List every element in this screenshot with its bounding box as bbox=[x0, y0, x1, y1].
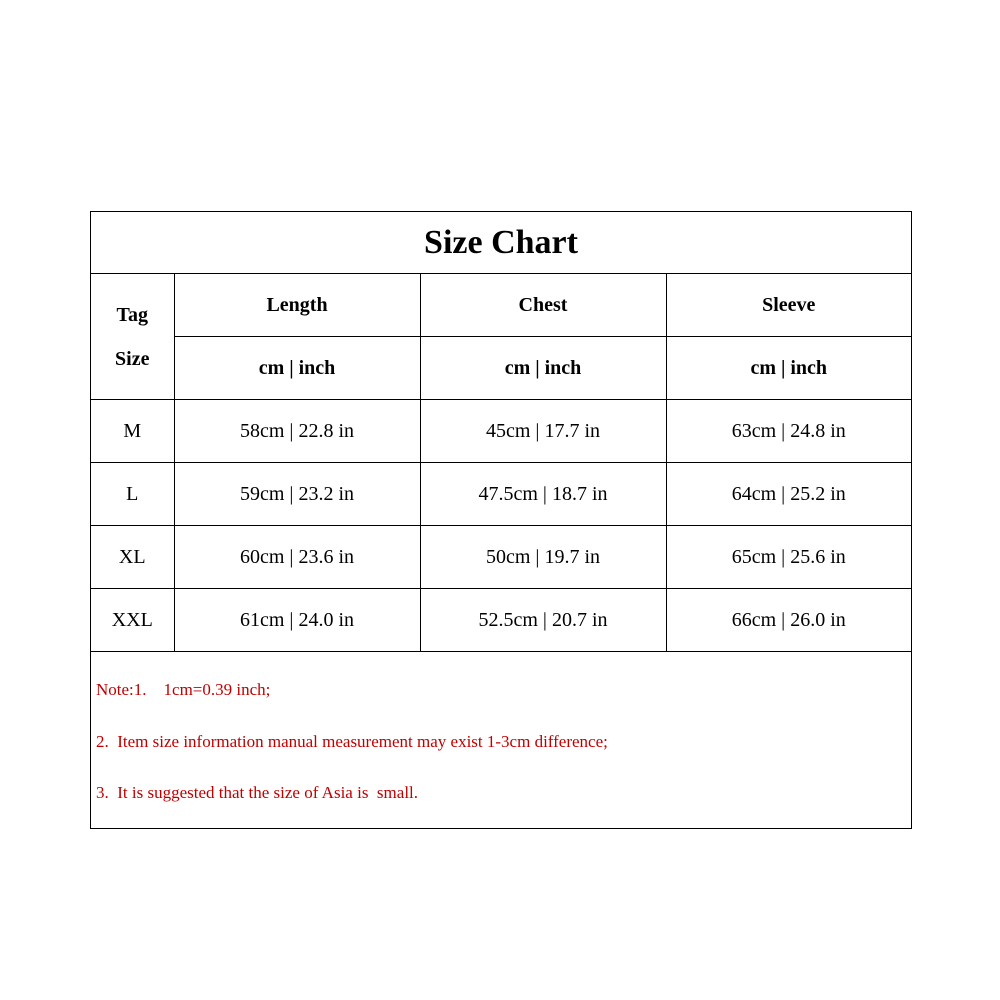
size-cell: M bbox=[91, 400, 174, 463]
chest-cell: 50cm | 19.7 in bbox=[420, 526, 666, 589]
chest-cell: 47.5cm | 18.7 in bbox=[420, 463, 666, 526]
size-label: Size bbox=[115, 347, 150, 370]
note-line-2: 2. Item size information manual measurement may exist 1-3cm difference; bbox=[96, 732, 608, 751]
table-row bbox=[91, 463, 911, 526]
size-cell: XXL bbox=[91, 589, 174, 652]
note-line-3: 3. It is suggested that the size of Asia is small. bbox=[96, 783, 419, 802]
length-cell: 58cm | 22.8 in bbox=[174, 400, 420, 463]
size-chart bbox=[90, 211, 912, 829]
chest-cell: 52.5cm | 20.7 in bbox=[420, 589, 666, 652]
sleeve-cell: 64cm | 25.2 in bbox=[666, 463, 911, 526]
column-header-sleeve: Sleeve bbox=[666, 274, 911, 337]
tag-label: Tag bbox=[116, 303, 148, 326]
note-line-1: Note:1. 1cm=0.39 inch; bbox=[96, 680, 271, 699]
unit-header-chest: cm | inch bbox=[420, 337, 666, 400]
length-cell: 61cm | 24.0 in bbox=[174, 589, 420, 652]
length-cell: 60cm | 23.6 in bbox=[174, 526, 420, 589]
sleeve-cell: 65cm | 25.6 in bbox=[666, 526, 911, 589]
size-table bbox=[91, 274, 911, 652]
table-row bbox=[91, 589, 911, 652]
tag-size-header bbox=[91, 274, 174, 400]
table-row bbox=[91, 526, 911, 589]
length-cell: 59cm | 23.2 in bbox=[174, 463, 420, 526]
chest-cell: 45cm | 17.7 in bbox=[420, 400, 666, 463]
column-header-chest: Chest bbox=[420, 274, 666, 337]
table-row bbox=[91, 400, 911, 463]
size-cell: L bbox=[91, 463, 174, 526]
chart-title: Size Chart bbox=[91, 212, 911, 274]
unit-header-sleeve: cm | inch bbox=[666, 337, 911, 400]
column-header-length: Length bbox=[174, 274, 420, 337]
notes-section bbox=[91, 656, 911, 828]
sleeve-cell: 63cm | 24.8 in bbox=[666, 400, 911, 463]
size-cell: XL bbox=[91, 526, 174, 589]
sleeve-cell: 66cm | 26.0 in bbox=[666, 589, 911, 652]
unit-header-length: cm | inch bbox=[174, 337, 420, 400]
